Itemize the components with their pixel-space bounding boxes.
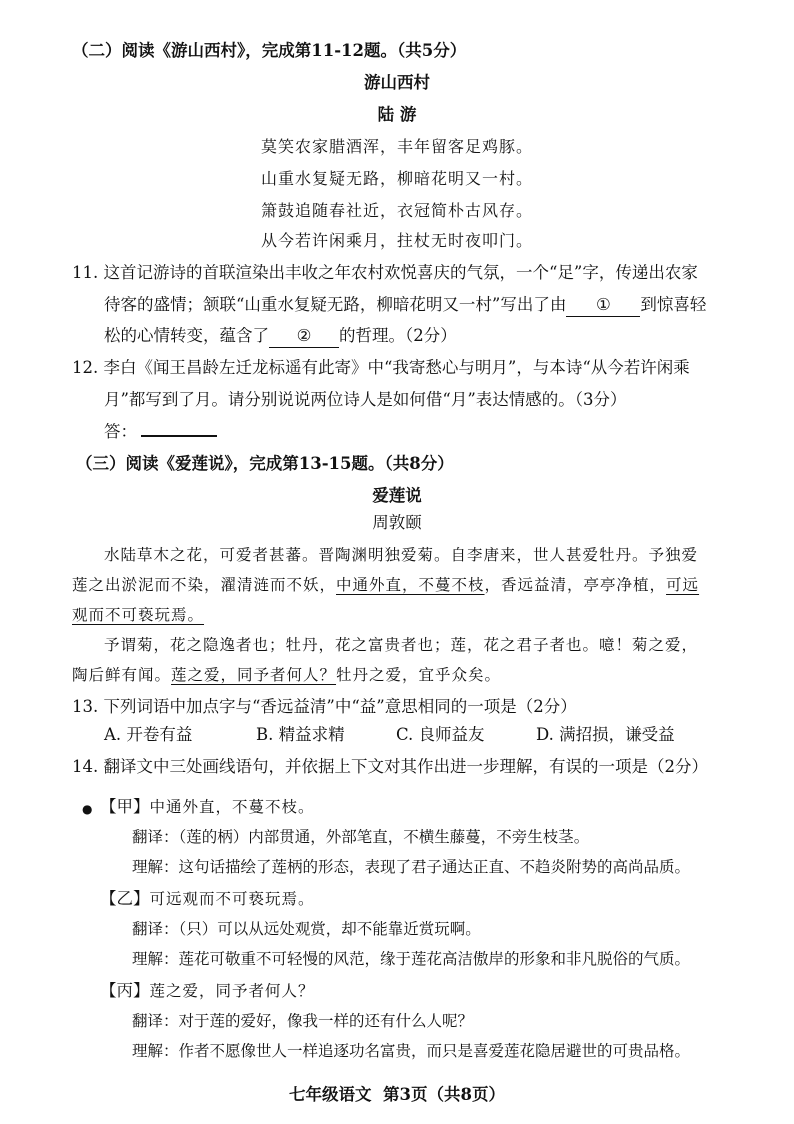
essay-title: 爱莲说 — [372, 486, 422, 505]
q11-line-2-text: 待客的盛情；颔联“山重水复疑无路，柳暗花明又一村”写出了由 — [104, 295, 567, 314]
q14-stem: 14. 翻译文中三处画线语句，并依据上下文对其作出进一步理解，有误的一项是（2分） — [72, 757, 708, 776]
q14-understanding-jia: 理解：这句话描绘了莲柄的形态，表现了君子通达正直、不趋炎附势的高尚品质。 — [132, 858, 691, 876]
q13-options — [104, 724, 675, 746]
q11-line-2-end: 到惊喜轻 — [640, 295, 707, 314]
q13-option-c[interactable]: C. 良师益友 — [396, 725, 485, 744]
underlined-sentence-bing: 莲之爱，同予者何人？ — [171, 666, 337, 684]
essay-p1-line-3 — [72, 604, 204, 626]
q12-line-2: 月”都写到了月。请分别说说两位诗人是如何借“月”表达情感的。（3分） — [104, 390, 627, 409]
underlined-sentence-yi-end: 观而不可亵玩焉。 — [72, 606, 205, 624]
q11-line-3-end: 的哲理。（2分） — [339, 326, 457, 345]
q14-translation-yi: 翻译：（只）可以从远处观赏，却不能靠近赏玩啊。 — [132, 920, 481, 938]
page-footer: 七年级语文 第3页（共8页） — [289, 1085, 505, 1104]
essay-p2-line-1: 予谓菊，花之隐逸者也；牡丹，花之富贵者也；莲，花之君子者也。噫！菊之爱， — [104, 636, 699, 654]
q11-blank-2[interactable]: ② — [269, 325, 339, 348]
q14-item-jia — [100, 796, 315, 818]
essay-author: 周敦颐 — [372, 513, 422, 532]
q11-blank-1[interactable]: ① — [566, 294, 640, 317]
essay-p2-line-2-text: 陶后鲜有闻。 — [72, 666, 172, 684]
section2-heading: （二）阅读《游山西村》，完成第11-12题。（共5分） — [72, 41, 467, 60]
poem-title: 游山西村 — [364, 73, 430, 92]
poem-line-2: 山重水复疑无路，柳暗花明又一村。 — [260, 169, 533, 188]
q14-sentence-yi: 可远观而不可亵玩焉。 — [149, 890, 315, 908]
essay-p1-line-2-text: 莲之出淤泥而不染，濯清涟而不妖， — [72, 576, 337, 594]
poem-line-4: 从今若许闲乘月，拄杖无时夜叩门。 — [260, 231, 533, 250]
q12-answer-label: 答： — [104, 422, 137, 441]
q11-line-2 — [104, 294, 706, 317]
underlined-sentence-yi-start: 可远 — [666, 576, 700, 594]
bullet-dot-icon: ● — [82, 802, 93, 816]
q13-option-b[interactable]: B. 精益求精 — [256, 725, 345, 744]
q14-understanding-bing: 理解：作者不愿像世人一样追逐功名富贵，而只是喜爱莲花隐居避世的可贵品格。 — [132, 1042, 691, 1060]
q13-option-d[interactable]: D. 满招损，谦受益 — [536, 725, 675, 744]
q14-tag-jia: 【甲】 — [100, 797, 150, 816]
q11-line-3-text: 松的心情转变，蕴含了 — [104, 326, 269, 345]
underlined-sentence-jia: 中通外直，不蔓不枝 — [336, 576, 485, 594]
q14-translation-jia: 翻译：（莲的柄）内部贯通，外部笔直，不横生藤蔓，不旁生枝茎。 — [132, 828, 590, 846]
q14-tag-yi: 【乙】 — [100, 889, 150, 908]
essay-p1-line-2 — [72, 574, 699, 596]
poem-line-3: 箫鼓追随春社近，衣冠简朴古风存。 — [260, 201, 533, 220]
essay-p1-line-1: 水陆草木之花，可爱者甚蕃。晋陶渊明独爱菊。自李唐来，世人甚爱牡丹。予独爱 — [104, 546, 699, 564]
q13-option-a[interactable]: A. 开卷有益 — [104, 725, 193, 744]
q11-line-1: 11. 这首记游诗的首联渲染出丰收之年农村欢悦喜庆的气氛，一个“足”字，传递出农家 — [72, 263, 698, 282]
q11-line-3 — [104, 325, 457, 348]
q12-answer — [104, 421, 217, 443]
q14-tag-bing: 【丙】 — [100, 981, 150, 1000]
q14-understanding-yi: 理解：莲花可敬重不可轻慢的风范，缘于莲花高洁傲岸的形象和非凡脱俗的气质。 — [132, 950, 691, 968]
q14-sentence-jia: 中通外直，不蔓不枝。 — [149, 798, 315, 816]
essay-p2-line-2-end: 牡丹之爱，宜乎众矣。 — [336, 666, 502, 684]
q14-sentence-bing: 莲之爱，同予者何人？ — [149, 982, 315, 1000]
q14-item-bing — [100, 980, 315, 1002]
q12-answer-line[interactable] — [141, 421, 217, 437]
q14-item-yi — [100, 888, 315, 910]
q13-stem: 13. 下列词语中加点字与“香远益清”中“益”意思相同的一项是（2分） — [72, 697, 577, 716]
q12-line-1: 12. 李白《闻王昌龄左迁龙标遥有此寄》中“我寄愁心与明月”，与本诗“从今若许闲乘 — [72, 358, 690, 377]
essay-p1-line-2-mid: ，香远益清，亭亭净植， — [484, 576, 667, 594]
section3-heading: （三）阅读《爱莲说》，完成第13-15题。（共8分） — [76, 454, 454, 473]
poem-author: 陆 游 — [377, 105, 417, 124]
essay-p2-line-2 — [72, 664, 501, 686]
q14-translation-bing: 翻译：对于莲的爱好，像我一样的还有什么人呢？ — [132, 1012, 474, 1030]
poem-line-1: 莫笑农家腊酒浑，丰年留客足鸡豚。 — [260, 137, 533, 156]
